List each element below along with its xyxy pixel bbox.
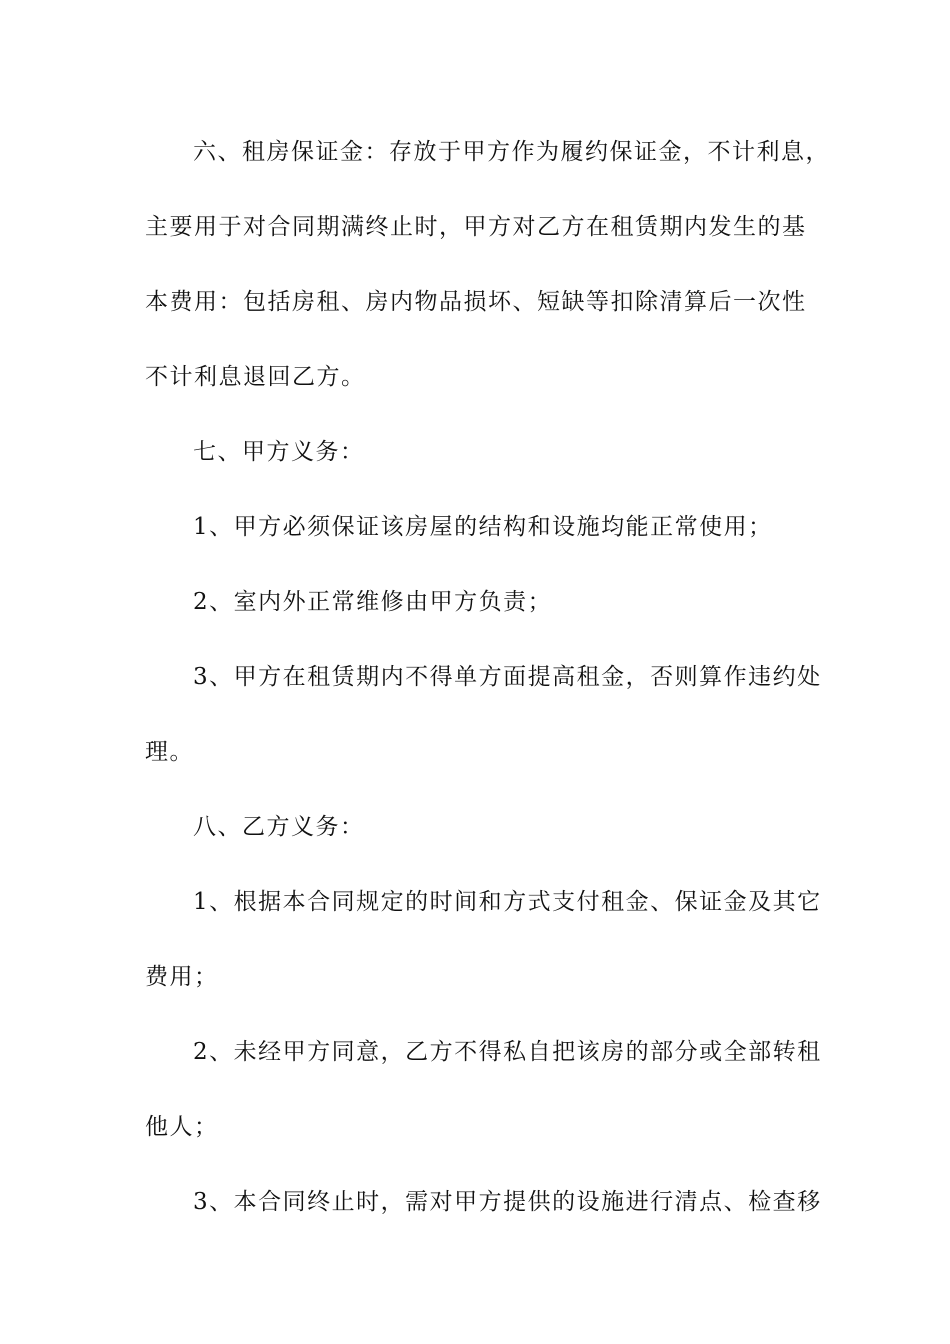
- clause-line: 2、室内外正常维修由甲方负责；: [193, 589, 553, 615]
- section-6-heading-line: 六、租房保证金：存放于甲方作为履约保证金，不计利息，: [193, 139, 830, 165]
- clause-continuation-line: 他人；: [145, 1114, 219, 1140]
- clause-line: 3、本合同终止时，需对甲方提供的设施进行清点、检查移: [193, 1189, 822, 1215]
- paragraph-line: 不计利息退回乙方。: [145, 364, 366, 390]
- paragraph-line: 本费用：包括房租、房内物品损坏、短缺等扣除清算后一次性: [145, 289, 807, 315]
- clause-line: 3、甲方在租赁期内不得单方面提高租金，否则算作违约处: [193, 664, 822, 690]
- clause-line: 2、未经甲方同意，乙方不得私自把该房的部分或全部转租: [193, 1039, 822, 1065]
- clause-continuation-line: 理。: [145, 739, 194, 765]
- clause-line: 1、根据本合同规定的时间和方式支付租金、保证金及其它: [193, 889, 822, 915]
- clause-line: 1、甲方必须保证该房屋的结构和设施均能正常使用；: [193, 514, 773, 540]
- paragraph-line: 主要用于对合同期满终止时，甲方对乙方在租赁期内发生的基: [145, 214, 807, 240]
- clause-continuation-line: 费用；: [145, 964, 219, 990]
- section-7-heading: 七、甲方义务：: [193, 439, 365, 465]
- section-8-heading: 八、乙方义务：: [193, 814, 365, 840]
